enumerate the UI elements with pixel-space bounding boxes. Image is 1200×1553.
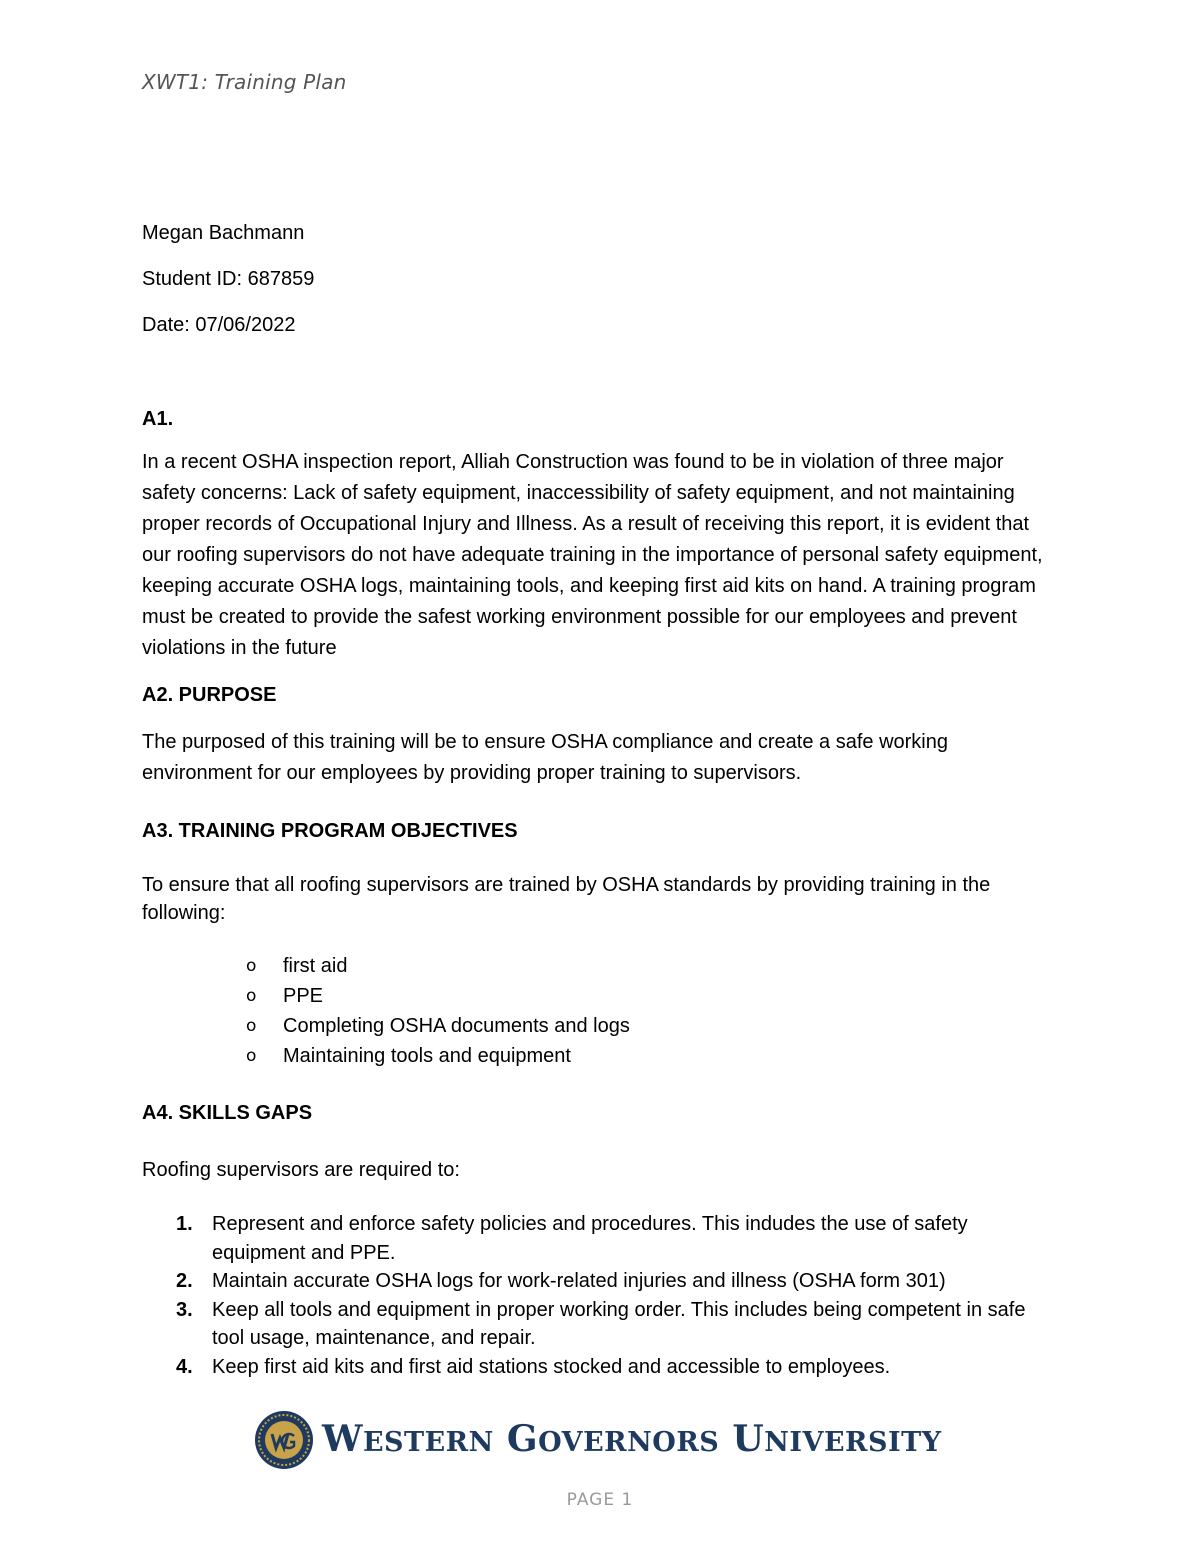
list-item: 1. Represent and enforce safety policies and procedures. This indudes the use of safety equipment and PPE. <box>176 1213 968 1264</box>
skills-list <box>142 1210 1062 1381</box>
section-a4-heading: A4. SKILLS GAPS <box>142 1102 313 1124</box>
section-a4-intro: Roofing supervisors are required to: <box>142 1159 460 1181</box>
bullet-marker: o <box>246 956 257 976</box>
section-a3-intro: To ensure that all roofing supervisors are trained by OSHA standards by providing training in the following: <box>142 874 991 924</box>
section-a1-heading: A1. <box>142 408 174 430</box>
university-seal-icon <box>254 1410 314 1470</box>
list-item: o PPE <box>246 981 1062 1011</box>
running-header: XWT1: Training Plan <box>142 70 347 94</box>
document-body <box>142 218 1062 1381</box>
author-name: Megan Bachmann <box>142 222 305 244</box>
list-item: o Maintaining tools and equipment <box>246 1041 1062 1071</box>
section-a2-heading: A2. PURPOSE <box>142 684 277 706</box>
section-a1-body: In a recent OSHA inspection report, Alliah Construction was found to be in violation of three major safety concerns: Lack of safety equipment, inaccessibility of safety equipment, and not maintaining proper records of Occupational Injury and Illness. As a result of receiving this report, it is evident that our roofing supervisors do not have adequate training in the importance of personal safety equipment, keeping accurate OSHA logs, maintaining tools, and keeping first aid kits on hand. A training program must be created to provide the safest working environment possible for our employees and prevent violations in the future <box>142 451 1043 659</box>
bullet-marker: o <box>246 986 257 1006</box>
wordmark: WESTERN GOVERNORS UNIVERSITY <box>322 1418 942 1460</box>
list-item: o first aid <box>246 951 1062 981</box>
bullet-marker: o <box>246 1046 257 1066</box>
section-a3-heading: A3. TRAINING PROGRAM OBJECTIVES <box>142 820 518 842</box>
list-item: 4. Keep first aid kits and first aid stations stocked and accessible to employees. <box>176 1355 891 1378</box>
list-item: 2. Maintain accurate OSHA logs for work-related injuries and illness (OSHA form 301) <box>176 1270 946 1292</box>
section-a2-body: The purposed of this training will be to ensure OSHA compliance and create a safe working environment for our employees by providing proper training to supervisors. <box>142 731 948 784</box>
document-date: Date: 07/06/2022 <box>142 314 296 336</box>
page-number: PAGE 1 <box>566 1490 634 1510</box>
student-id: Student ID: 687859 <box>142 268 315 290</box>
list-item: 3. Keep all tools and equipment in proper working order. This includes being competent in safe tool usage, maintenance, and repair. <box>176 1298 1026 1349</box>
bullet-marker: o <box>246 1016 257 1036</box>
objectives-list <box>142 951 1062 1071</box>
wgu-logo <box>254 1410 942 1472</box>
list-item: o Completing OSHA documents and logs <box>246 1011 1062 1041</box>
